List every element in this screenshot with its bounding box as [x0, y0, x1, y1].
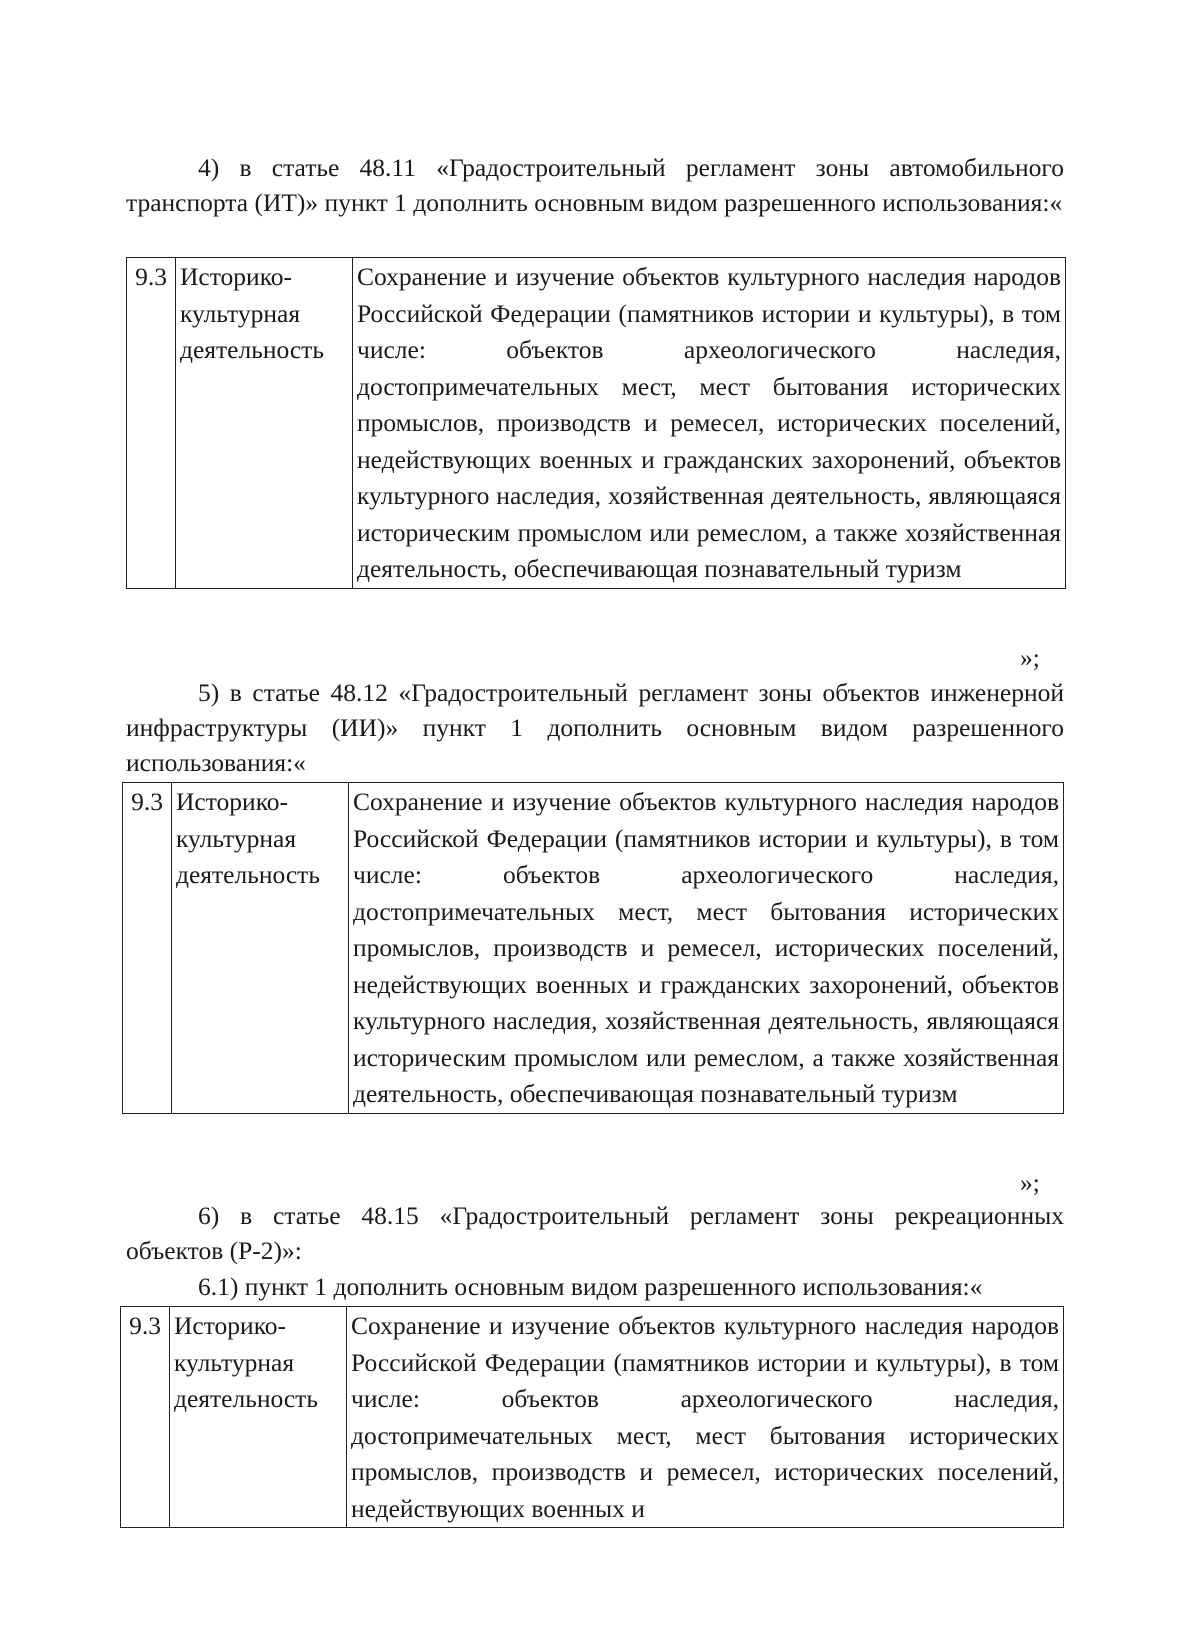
table-row: [123, 783, 1064, 1114]
table-section-5: [122, 782, 1064, 1114]
table-section-4: [126, 257, 1066, 589]
section-5: [126, 675, 1064, 780]
section-4: [126, 150, 1064, 220]
paragraph-4: 4) в статье 48.11 «Градостроительный регламент зоны автомобильного транспорта (ИТ)» пункт 1 дополнить основным видом разрешенного использования:«: [126, 153, 1064, 217]
section-6: [126, 1198, 1064, 1304]
paragraph-5: 5) в статье 48.12 «Градостроительный регламент зоны объектов инженерной инфраструктуры (ИИ)» пункт 1 дополнить основным видом разрешенного использования:«: [126, 678, 1064, 777]
closing-quote-4: »;: [1020, 643, 1040, 672]
name-cell: Историко-культурная деятельность: [172, 783, 349, 1114]
table-row: [121, 1307, 1064, 1528]
subparagraph-6-1: 6.1) пункт 1 дополнить основным видом разрешенного использования:«: [198, 1272, 983, 1301]
description-cell: Сохранение и изучение объектов культурного наследия народов Российской Федерации (памятников истории и культуры), в том числе: объектов археологического наследия, достопримечательных мест, мест бытования исторических промыслов, производств и ремесел, исторических поселений, недействующих военных и гражданских захоронений, объектов культурного наследия, хозяйственная деятельность, являющаяся историческим промыслом или ремеслом, а также хозяйственная деятельность, обеспечивающая познавательный туризм: [349, 783, 1064, 1114]
table-section-6: [120, 1306, 1064, 1528]
closing-quote-5: »;: [1020, 1168, 1040, 1197]
code-cell: 9.3: [121, 1307, 170, 1528]
code-cell: 9.3: [127, 258, 176, 589]
name-cell: Историко-культурная деятельность: [176, 258, 353, 589]
paragraph-6: 6) в статье 48.15 «Градостроительный регламент зоны рекреационных объектов (Р-2)»:: [126, 1201, 1064, 1265]
description-cell: Сохранение и изучение объектов культурного наследия народов Российской Федерации (памятников истории и культуры), в том числе: объектов археологического наследия, достопримечательных мест, мест бытования исторических промыслов, производств и ремесел, исторических поселений, недействующих военных и: [347, 1307, 1064, 1528]
name-cell: Историко-культурная деятельность: [170, 1307, 347, 1528]
table-row: [127, 258, 1066, 589]
description-cell: Сохранение и изучение объектов культурного наследия народов Российской Федерации (памятников истории и культуры), в том числе: объектов археологического наследия, достопримечательных мест, мест бытования исторических промыслов, производств и ремесел, исторических поселений, недействующих военных и гражданских захоронений, объектов культурного наследия, хозяйственная деятельность, являющаяся историческим промыслом или ремеслом, а также хозяйственная деятельность, обеспечивающая познавательный туризм: [353, 258, 1066, 589]
code-cell: 9.3: [123, 783, 172, 1114]
